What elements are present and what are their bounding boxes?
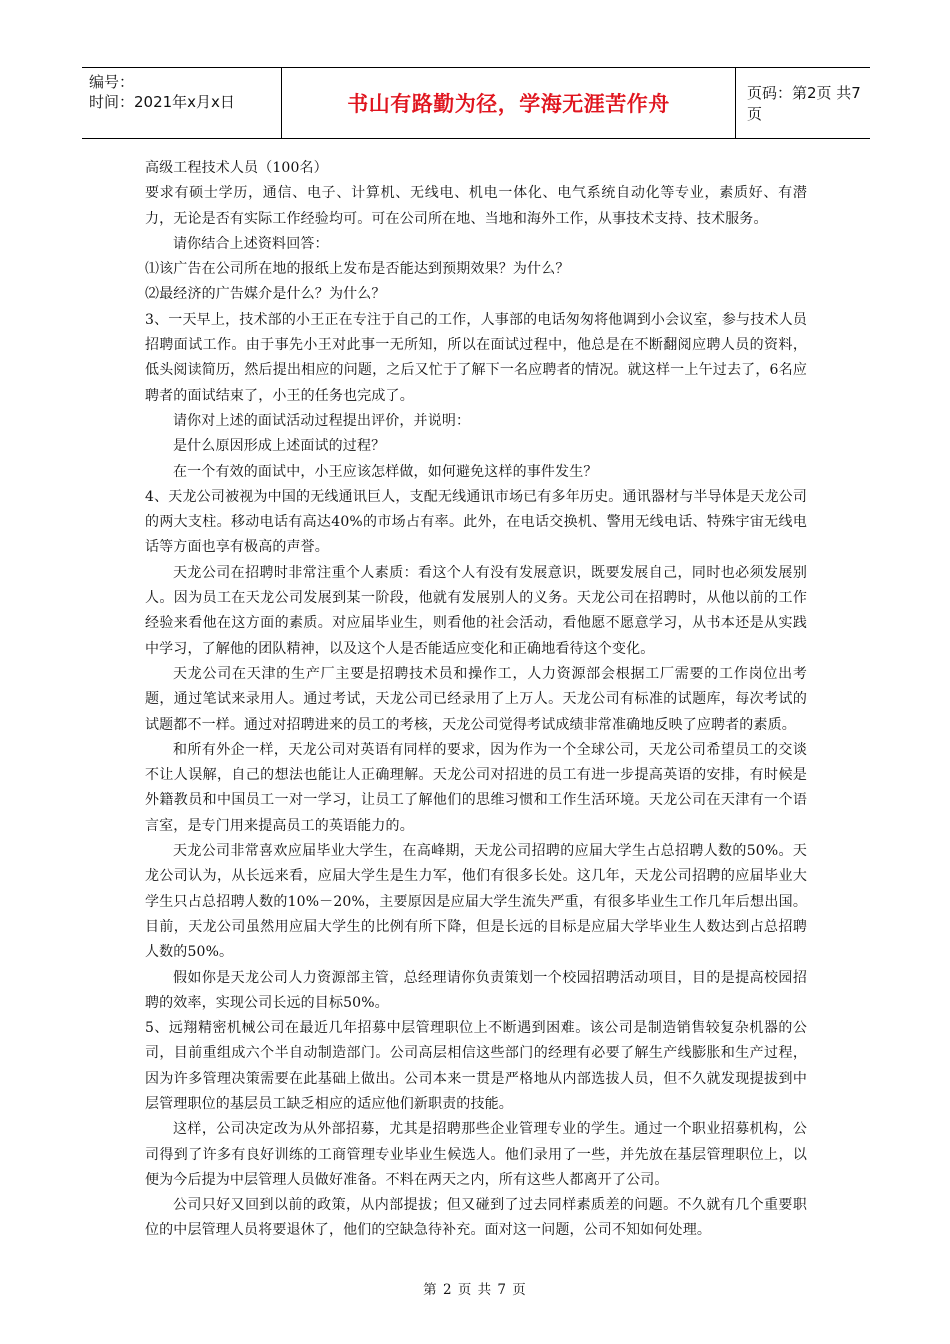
page-footer [0, 1278, 950, 1298]
paragraph: 在一个有效的面试中，小王应该怎样做，如何避免这样的事件发生？ [173, 463, 598, 480]
paragraph: 5、远翔精密机械公司在最近几年招募中层管理职位上不断遇到困难。该公司是制造销售较复杂机器的公司，目前重组成六个半自动制造部门。公司高层相信这些部门的经理有必要了解生产线膨胀和生产过程，因为许多管理决策需要在此基础上做出。公司本来一贯是严格地从内部选拔人员，但不久就发现提拔到中层管理职位的基层员工缺乏相应的适应他们新职责的技能。 [145, 1020, 807, 1112]
paragraph: 和所有外企一样，天龙公司对英语有同样的要求，因为作为一个全球公司，天龙公司希望员工的交谈不让人误解，自己的想法也能让人正确理解。天龙公司对招进的员工有进一步提高英语的安排，有时候是外籍教员和中国员工一对一学习，让员工了解他们的思维习惯和工作生活环境。天龙公司在天津有一个语言室，是专门用来提高员工的英语能力的。 [145, 741, 807, 834]
paragraph: 天龙公司在天津的生产厂主要是招聘技术员和操作工，人力资源部会根据工厂需要的工作岗位出考题，通过笔试来录用人。通过考试，天龙公司已经录用了上万人。天龙公司有标准的试题库，每次考试的试题都不一样。通过对招聘进来的员工的考核，天龙公司觉得考试成绩非常准确地反映了应聘者的素质。 [145, 665, 807, 733]
paragraph: ⑵最经济的广告媒介是什么？为什么？ [145, 286, 386, 303]
header-info-cell [82, 68, 282, 138]
header-page-code: 页码：第2页 共7页 [747, 84, 861, 123]
page-header [82, 67, 870, 139]
header-page-cell [736, 68, 870, 138]
paragraph: 高级工程技术人员（100名） [145, 160, 328, 176]
doc-time: 时间：2021年x月x日 [89, 93, 235, 111]
paragraph: 假如你是天龙公司人力资源部主管，总经理请你负责策划一个校园招聘活动项目，目的是提高校园招聘的效率，实现公司长远的目标50%。 [145, 969, 807, 1011]
paragraph: 公司只好又回到以前的政策，从内部提拔；但又碰到了过去同样素质差的问题。不久就有几个重要职位的中层管理人员将要退休了，他们的空缺急待补充。面对这一问题，公司不知如何处理。 [145, 1197, 807, 1239]
paragraph: 是什么原因形成上述面试的过程？ [173, 438, 386, 455]
footer-page-number: 第 2 页 共 7 页 [423, 1282, 527, 1298]
paragraph: 请你结合上述资料回答： [173, 235, 329, 252]
paragraph: 4、天龙公司被视为中国的无线通讯巨人，支配无线通讯市场已有多年历史。通讯器材与半导体是天龙公司的两大支柱。移动电话有高达40%的市场占有率。此外，在电话交换机、警用无线电话、特殊宇宙无线电话等方面也享有极高的声誉。 [145, 488, 807, 556]
doc-number: 编号： [89, 73, 135, 91]
document-body [145, 156, 807, 1244]
header-motto-cell [282, 68, 736, 138]
paragraph: 要求有硕士学历，通信、电子、计算机、无线电、机电一体化、电气系统自动化等专业，素质好、有潜力，无论是否有实际工作经验均可。可在公司所在地、当地和海外工作，从事技术支持、技术服务。 [145, 185, 807, 227]
paragraph: 3、一天早上，技术部的小王正在专注于自己的工作，人事部的电话匆匆将他调到小会议室，参与技术人员招聘面试工作。由于事先小王对此事一无所知，所以在面试过程中，他总是在不断翻阅应聘人员的资料，低头阅读简历，然后提出相应的问题，之后又忙于了解下一名应聘者的情况。就这样一上午过去了，6名应聘者的面试结束了，小王的任务也完成了。 [145, 311, 807, 404]
header-motto: 书山有路勤为径，学海无涯苦作舟 [347, 92, 670, 116]
paragraph: 天龙公司非常喜欢应届毕业大学生，在高峰期，天龙公司招聘的应届大学生占总招聘人数的50%。天龙公司认为，从长远来看，应届大学生是生力军，他们有很多长处。这几年，天龙公司招聘的应届毕业大学生只占总招聘人数的10%－20%，主要原因是应届大学生流失严重，有很多毕业生工作几年后想出国。目前，天龙公司虽然用应届大学生的比例有所下降，但是长远的目标是应届大学毕业生人数达到占总招聘人数的50%。 [145, 843, 807, 961]
paragraph: 请你对上述的面试活动过程提出评价，并说明： [173, 412, 471, 429]
paragraph: 天龙公司在招聘时非常注重个人素质：看这个人有没有发展意识，既要发展自己，同时也必须发展别人。因为员工在天龙公司发展到某一阶段，他就有发展别人的义务。天龙公司在招聘时，从他以前的工作经验来看他在这方面的素质。对应届毕业生，则看他的社会活动，看他愿不愿意学习，从书本还是从实践中学习，了解他的团队精神，以及这个人是否能适应变化和正确地看待这个变化。 [145, 564, 807, 657]
paragraph: ⑴该广告在公司所在地的报纸上发布是否能达到预期效果？为什么？ [145, 261, 570, 278]
paragraph: 这样，公司决定改为从外部招募，尤其是招聘那些企业管理专业的学生。通过一个职业招募机构，公司得到了许多有良好训练的工商管理专业毕业生候选人。他们录用了一些，并先放在基层管理职位上，以便为今后提为中层管理人员做好准备。不料在两天之内，所有这些人都离开了公司。 [145, 1121, 807, 1188]
